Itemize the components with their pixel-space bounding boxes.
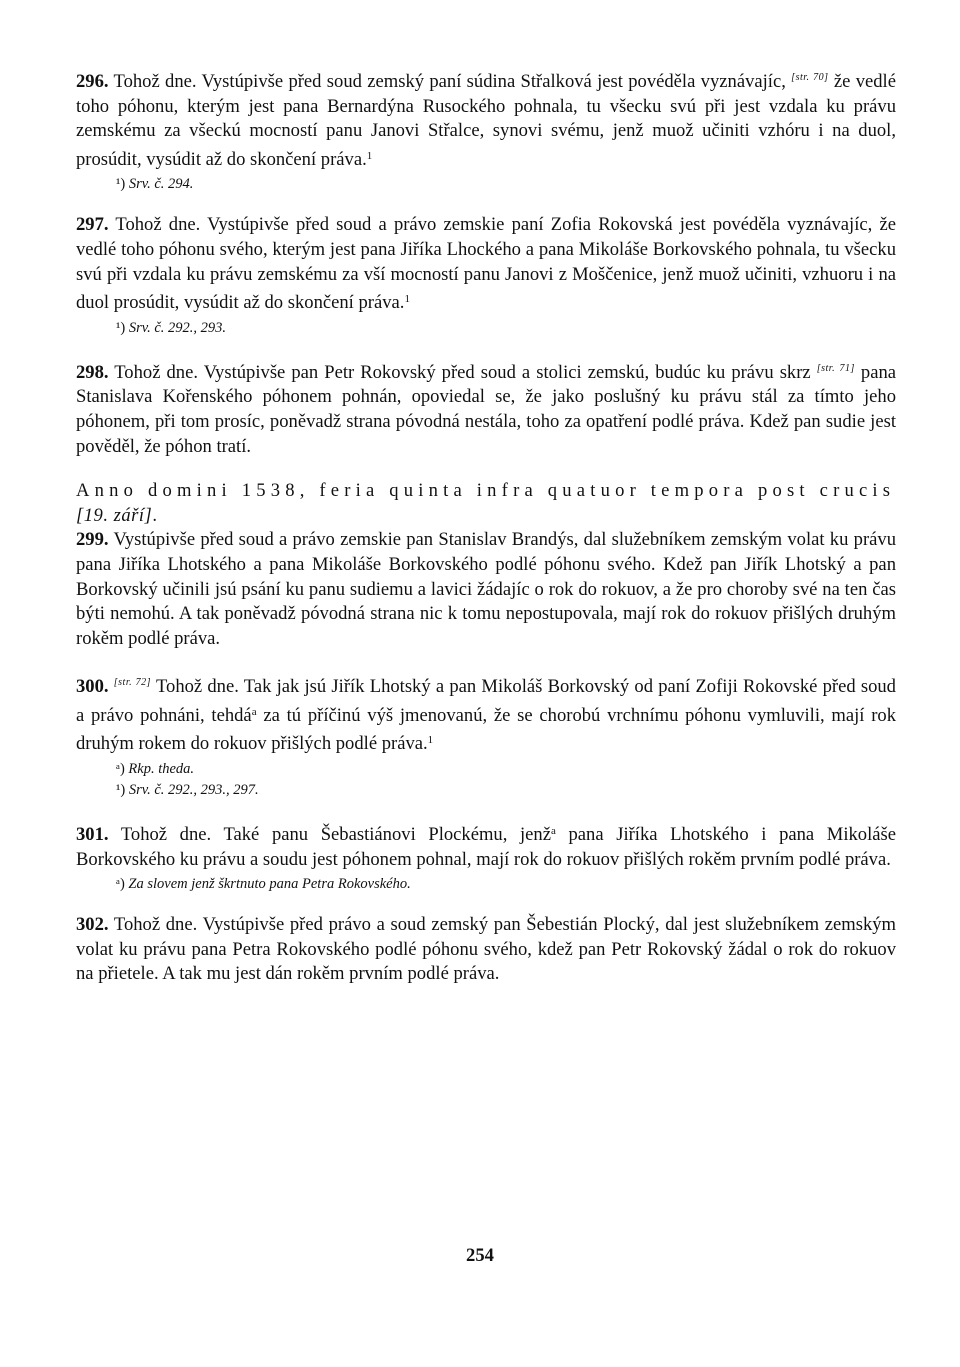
entry-text: Tohož dne. Vystúpivše před právo a soud zemský pan Šebestián Plocký, dal jest služebníkem zemským volat ku právu pana Petra Rokovského podlé póhonu svého, kdež pan Petr Rokovský žádal o rok do rokuov na přietele. A tak mu jest dán rokěm prvním podlé práva.	[76, 914, 896, 985]
footnote-mark: ¹)	[116, 176, 126, 193]
entry-number: 302.	[76, 914, 109, 936]
entry-298	[76, 357, 896, 459]
footnotes-301	[76, 874, 896, 895]
footnote-mark: ¹)	[116, 782, 126, 799]
page-reference: [str. 72]	[113, 677, 152, 689]
footnote-text: Srv. č. 292., 293.	[128, 319, 227, 336]
footnotes-296	[76, 174, 896, 195]
entry-number: 296.	[76, 71, 109, 92]
footnote	[116, 780, 896, 801]
entry-302	[76, 913, 896, 987]
footnote-text: Rkp. theda.	[128, 761, 195, 778]
footnote-mark: ᵃ)	[116, 876, 125, 893]
footnote-text: Za slovem jenž škrtnuto pana Petra Rokovského.	[128, 876, 411, 893]
date-heading-end: .	[152, 504, 163, 526]
entry-text: Tohož dne. Také panu Šebastiánovi Plockému, jenž	[108, 824, 551, 846]
entry-296	[76, 66, 896, 172]
entry-text: Tohož dne. Tak jak jsú Jiřík Lhotský a pan Mikoláš Borkovský od paní Zofiji Rokovské před soud a právo pohnáni, tehdá	[76, 676, 896, 726]
page-number: 254	[466, 1245, 494, 1266]
letter-marker: a	[550, 825, 556, 838]
page-reference: [str. 70]	[791, 72, 829, 83]
entry-300	[76, 671, 896, 757]
entry-text: Vystúpivše před soud a právo zemskie pan Stanislav Brandýs, dal služebníkem zemským volat ku právu pana Jiříka Lhotského a pana Mikoláše Borkovského podlé póhonu svého. Kdež pan Jiřík Lhotský a pan Borkovský učinili jsú psání ku panu sudiemu a lavici žádajíc o rok do rokuov, a že pro choroby své na ten čas býti nemohú. A tak poněvadž póvodná strana nic k tomu nepostupovala, mají rok do rokuov přišlých druhým rokěm podlé práva.	[76, 529, 896, 649]
date-heading-date: [19. září]	[76, 504, 153, 526]
footnote	[116, 318, 896, 339]
entry-number: 300.	[76, 676, 109, 698]
footnote-marker: 1	[366, 149, 373, 162]
footnote-text: Srv. č. 294.	[128, 176, 194, 193]
footnote-text: Srv. č. 292., 293., 297.	[128, 782, 259, 799]
footnote	[116, 874, 896, 895]
footnotes-297	[76, 318, 896, 339]
entry-text: že vedlé toho póhonu, kterým jest pana Bernardýna Rusockého pohnala, tu všecku svú při jest vzdala ku právu zemskému za všeckú mocností panu Janovi Střalce, synovi svému, jenž muož učiniti vzhóru i na duol, prosúdit, vysúdit až do skončení práva.	[76, 71, 896, 170]
footnote-mark: ᵃ)	[116, 761, 125, 778]
entry-text: pana Jiříka Lhotského i pana Mikoláše Borkovského ku právu a soudu jest póhonem pohnal, mají rok do rokuov přišlých rokěm prvním podlé práva.	[76, 824, 896, 870]
entry-text: za tú příčinú výš jmenovanú, že se chorobú vrchnímu póhonu vymluvili, mají rok druhým rokem do rokuov přišlých podlé práva.	[76, 704, 896, 755]
entry-text: Tohož dne. Vystúpivše před soud zemský paní súdina Střalková jest povéděla vyznávajíc,	[108, 71, 792, 92]
entry-text: Tohož dne. Vystúpivše pan Petr Rokovský před soud a stolici zemskú, budúc ku právu skrz	[108, 361, 817, 383]
page-reference: [str. 71]	[816, 362, 855, 374]
entry-number: 298.	[76, 361, 109, 383]
entry-number: 297.	[76, 214, 109, 236]
entry-number: 301.	[76, 824, 109, 846]
footnote-mark: ¹)	[116, 319, 126, 336]
document-page	[76, 66, 896, 987]
entry-number: 299.	[76, 529, 109, 551]
footnote-marker: 1	[404, 293, 410, 306]
entry-text: Tohož dne. Vystúpivše před soud a právo zemskie paní Zofia Rokovská jest povéděla vyznávajíc, že vedlé toho póhonu svého, kterým jest pana Jiříka Lhockého a pana Mikoláše Borkovského pohnala, tu všecku svú při vzdala ku právu zemskému za vší mocností panu Janovi z Moščenice, jenž muož učiniti, vzhuoru i na duol prosúdit, vysúdit až do skončení práva.	[76, 214, 896, 314]
footnote	[116, 759, 896, 780]
entry-text: pana Stanislava Kořenského póhonem pohnán, opoviedal se, že jako poslušný ku právu stál za tímto jeho póhonem, při tom prosíc, poněvadž strana póvodná nestála, toho za opatření podlé práva. Kdež pan sudie jest pověděl, že póhon tratí.	[76, 361, 896, 457]
entry-299	[76, 528, 896, 651]
footnote	[116, 174, 896, 195]
footnotes-300	[76, 759, 896, 801]
entry-301	[76, 819, 896, 872]
date-heading	[76, 479, 896, 528]
entry-297	[76, 213, 896, 315]
letter-marker: a	[251, 705, 257, 718]
date-heading-text: Anno domini 1538, feria quinta infra quatuor tempora post crucis	[76, 480, 896, 502]
footnote-marker: 1	[427, 734, 434, 747]
